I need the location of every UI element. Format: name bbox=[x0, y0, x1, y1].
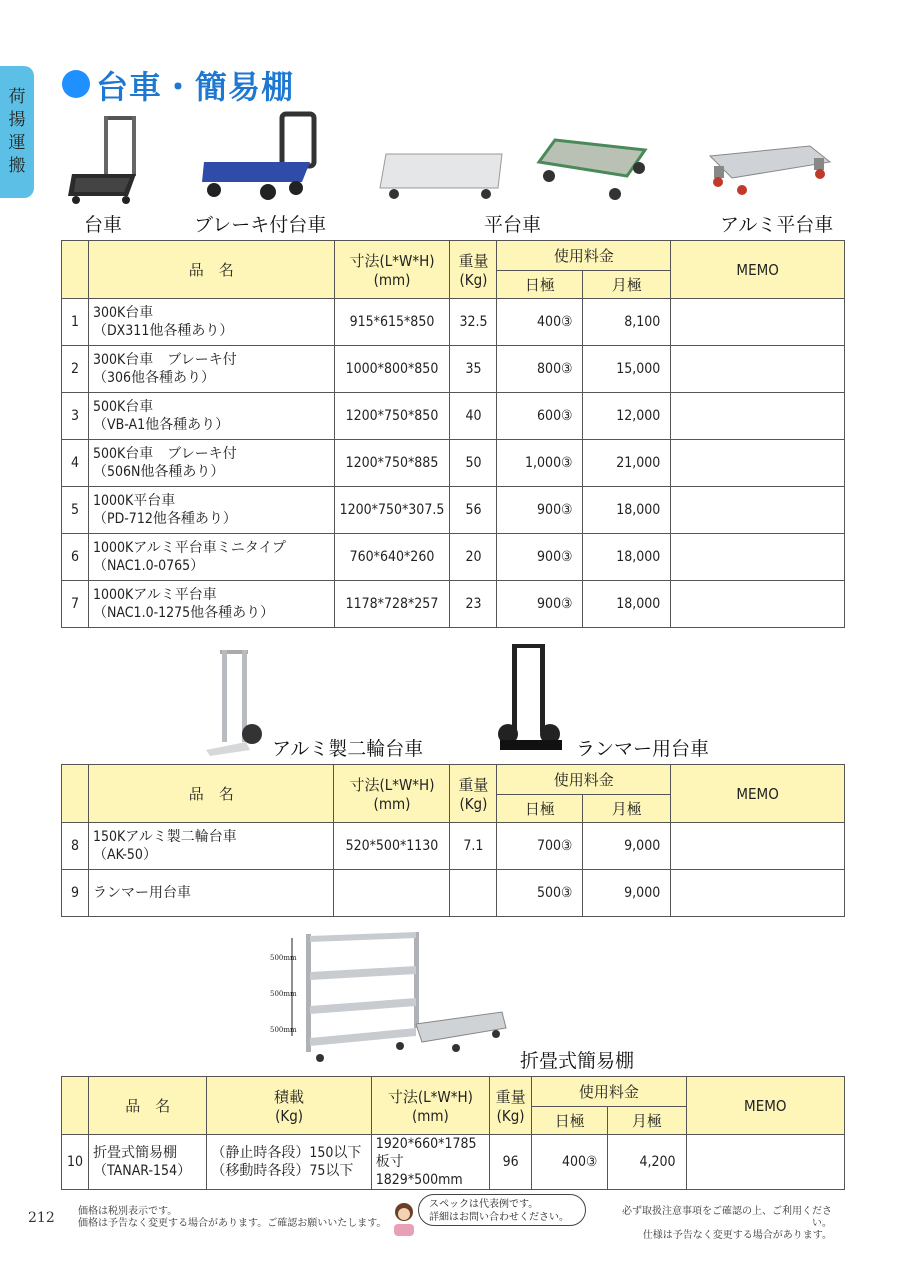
table-row bbox=[62, 440, 845, 487]
header-rental-fee: 使用料金 bbox=[497, 241, 671, 271]
shelf-dim-label: 500mm bbox=[270, 954, 297, 962]
dimension-cell: 1178*728*257 bbox=[334, 581, 450, 628]
brake-truck-photo bbox=[200, 110, 320, 202]
table-row bbox=[62, 299, 845, 346]
header-weight: 重量 (Kg) bbox=[490, 1077, 532, 1135]
two-wheel-price-table bbox=[61, 764, 845, 917]
row-number: 2 bbox=[62, 346, 89, 393]
flat-truck-photo bbox=[376, 150, 506, 202]
monthly-fee-cell: 8,100 bbox=[583, 299, 671, 346]
memo-cell bbox=[671, 393, 845, 440]
table-row bbox=[62, 487, 845, 534]
monthly-fee-cell: 21,000 bbox=[583, 440, 671, 487]
caption-folding-shelf: 折畳式簡易棚 bbox=[520, 1050, 635, 1072]
rammer-truck-photo bbox=[496, 640, 566, 756]
load-cell: （静止時各段）150以下 （移動時各段）75以下 bbox=[207, 1135, 371, 1190]
product-name-cell: 1000Kアルミ平台車 （NAC1.0-1275他各種あり） bbox=[88, 581, 334, 628]
monthly-fee-cell: 18,000 bbox=[583, 581, 671, 628]
dimension-cell: 1000*800*850 bbox=[334, 346, 450, 393]
side-tab-char: 搬 bbox=[8, 156, 26, 176]
row-number: 8 bbox=[62, 823, 89, 870]
row-number: 3 bbox=[62, 393, 89, 440]
product-name-cell: 300K台車 （DX311他各種あり） bbox=[88, 299, 334, 346]
row-number: 6 bbox=[62, 534, 89, 581]
monthly-fee-cell: 12,000 bbox=[583, 393, 671, 440]
memo-cell bbox=[671, 870, 845, 917]
product-name-cell: 300K台車 ブレーキ付 （306他各種あり） bbox=[88, 346, 334, 393]
truck-price-table bbox=[61, 240, 845, 628]
monthly-fee-cell: 18,000 bbox=[583, 534, 671, 581]
memo-cell bbox=[671, 534, 845, 581]
side-tab-char: 揚 bbox=[8, 110, 26, 130]
shelf-dim-label: 500mm bbox=[270, 1026, 297, 1034]
weight-cell: 35 bbox=[450, 346, 497, 393]
row-number: 7 bbox=[62, 581, 89, 628]
monthly-fee-cell: 9,000 bbox=[583, 823, 671, 870]
side-tab-char: 荷 bbox=[8, 87, 26, 107]
header-weight: 重量 (Kg) bbox=[450, 765, 497, 823]
memo-cell bbox=[671, 440, 845, 487]
header-dimensions: 寸法(L*W*H) (mm) bbox=[371, 1077, 489, 1135]
caption-flat-truck: 平台車 bbox=[484, 214, 542, 236]
weight-cell: 96 bbox=[490, 1135, 532, 1190]
staff-avatar-icon bbox=[388, 1200, 420, 1238]
row-number: 9 bbox=[62, 870, 89, 917]
flat-truck-green-photo bbox=[535, 132, 655, 202]
daily-fee-cell: 400③ bbox=[532, 1135, 608, 1190]
weight-cell: 23 bbox=[450, 581, 497, 628]
page-title: 台車・簡易棚 bbox=[96, 68, 295, 106]
memo-cell bbox=[686, 1135, 844, 1190]
header-blank bbox=[62, 241, 89, 299]
aluminum-two-wheel-truck-photo bbox=[204, 646, 266, 758]
caption-rammer-truck: ランマー用台車 bbox=[576, 738, 710, 760]
table-row bbox=[62, 534, 845, 581]
daily-fee-cell: 900③ bbox=[497, 581, 583, 628]
product-name-cell: 150Kアルミ製二輪台車 （AK-50） bbox=[88, 823, 334, 870]
caption-brake-truck: ブレーキ付台車 bbox=[194, 214, 327, 236]
header-dimensions: 寸法(L*W*H) (mm) bbox=[334, 765, 450, 823]
product-name-cell: ランマー用台車 bbox=[88, 870, 334, 917]
weight-cell: 7.1 bbox=[450, 823, 497, 870]
side-tab-char: 運 bbox=[8, 133, 26, 153]
header-daily: 日極 bbox=[497, 271, 583, 299]
dimension-cell: 760*640*260 bbox=[334, 534, 450, 581]
daily-fee-cell: 900③ bbox=[497, 487, 583, 534]
footer-note-right: 必ず取扱注意事項をご確認の上、ご利用ください。 仕様は予告なく変更する場合があります。 bbox=[622, 1206, 832, 1241]
header-daily: 日極 bbox=[532, 1107, 608, 1135]
header-product-name: 品 名 bbox=[89, 1077, 207, 1135]
folding-shelf-photo bbox=[270, 928, 510, 1068]
table-row bbox=[62, 1135, 845, 1190]
header-blank bbox=[62, 1077, 89, 1135]
dimension-cell: 1200*750*885 bbox=[334, 440, 450, 487]
caption-aluminum-flat-truck: アルミ平台車 bbox=[720, 214, 834, 236]
dimension-cell bbox=[334, 870, 450, 917]
memo-cell bbox=[671, 346, 845, 393]
monthly-fee-cell: 15,000 bbox=[583, 346, 671, 393]
caption-aluminum-two-wheel: アルミ製二輪台車 bbox=[272, 738, 424, 760]
speech-bubble: スペックは代表例です。 詳細はお問い合わせください。 bbox=[418, 1194, 586, 1226]
header-product-name: 品 名 bbox=[88, 765, 334, 823]
monthly-fee-cell: 18,000 bbox=[583, 487, 671, 534]
header-rental-fee: 使用料金 bbox=[497, 765, 671, 795]
monthly-fee-cell: 9,000 bbox=[583, 870, 671, 917]
header-load: 積載 (Kg) bbox=[207, 1077, 371, 1135]
table-row bbox=[62, 870, 845, 917]
row-number: 4 bbox=[62, 440, 89, 487]
dimension-cell: 1200*750*850 bbox=[334, 393, 450, 440]
table-row bbox=[62, 823, 845, 870]
header-monthly: 月極 bbox=[608, 1107, 686, 1135]
header-dimensions: 寸法(L*W*H) (mm) bbox=[334, 241, 450, 299]
memo-cell bbox=[671, 581, 845, 628]
category-side-tab bbox=[0, 66, 34, 198]
footer-note-left: 価格は税別表示です。 価格は予告なく変更する場合があります。ご確認お願いいたします。 bbox=[78, 1206, 387, 1229]
daily-fee-cell: 700③ bbox=[497, 823, 583, 870]
weight-cell: 32.5 bbox=[450, 299, 497, 346]
weight-cell: 56 bbox=[450, 487, 497, 534]
daily-fee-cell: 900③ bbox=[497, 534, 583, 581]
table-row bbox=[62, 346, 845, 393]
header-memo: MEMO bbox=[671, 241, 845, 299]
row-number: 1 bbox=[62, 299, 89, 346]
dimension-cell: 915*615*850 bbox=[334, 299, 450, 346]
header-product-name: 品 名 bbox=[88, 241, 334, 299]
weight-cell: 50 bbox=[450, 440, 497, 487]
title-bullet-icon bbox=[62, 70, 90, 98]
monthly-fee-cell: 4,200 bbox=[608, 1135, 686, 1190]
shelf-dim-label: 500mm bbox=[270, 990, 297, 998]
dimension-cell: 1200*750*307.5 bbox=[334, 487, 450, 534]
weight-cell: 40 bbox=[450, 393, 497, 440]
header-memo: MEMO bbox=[671, 765, 845, 823]
product-name-cell: 折畳式簡易棚 （TANAR-154） bbox=[89, 1135, 207, 1190]
row-number: 10 bbox=[62, 1135, 89, 1190]
daily-fee-cell: 600③ bbox=[497, 393, 583, 440]
weight-cell: 20 bbox=[450, 534, 497, 581]
daily-fee-cell: 400③ bbox=[497, 299, 583, 346]
dimension-cell: 520*500*1130 bbox=[334, 823, 450, 870]
dimension-cell: 1920*660*1785 板寸1829*500mm bbox=[371, 1135, 489, 1190]
header-weight: 重量 (Kg) bbox=[450, 241, 497, 299]
product-name-cell: 1000Kアルミ平台車ミニタイプ （NAC1.0-0765） bbox=[88, 534, 334, 581]
page-number: 212 bbox=[28, 1210, 55, 1226]
table-row bbox=[62, 393, 845, 440]
memo-cell bbox=[671, 299, 845, 346]
header-rental-fee: 使用料金 bbox=[532, 1077, 686, 1107]
daily-fee-cell: 800③ bbox=[497, 346, 583, 393]
product-name-cell: 1000K平台車 （PD-712他各種あり） bbox=[88, 487, 334, 534]
header-daily: 日極 bbox=[497, 795, 583, 823]
weight-cell bbox=[450, 870, 497, 917]
daily-fee-cell: 500③ bbox=[497, 870, 583, 917]
product-name-cell: 500K台車 （VB-A1他各種あり） bbox=[88, 393, 334, 440]
header-monthly: 月極 bbox=[583, 795, 671, 823]
folding-shelf-price-table bbox=[61, 1076, 845, 1190]
aluminum-flat-truck-photo bbox=[706, 138, 834, 198]
daily-fee-cell: 1,000③ bbox=[497, 440, 583, 487]
memo-cell bbox=[671, 487, 845, 534]
header-blank bbox=[62, 765, 89, 823]
hand-truck-photo bbox=[66, 112, 140, 204]
header-memo: MEMO bbox=[686, 1077, 844, 1135]
memo-cell bbox=[671, 823, 845, 870]
product-name-cell: 500K台車 ブレーキ付 （506N他各種あり） bbox=[88, 440, 334, 487]
header-monthly: 月極 bbox=[583, 271, 671, 299]
row-number: 5 bbox=[62, 487, 89, 534]
caption-daisha: 台車 bbox=[84, 214, 123, 236]
table-row bbox=[62, 581, 845, 628]
